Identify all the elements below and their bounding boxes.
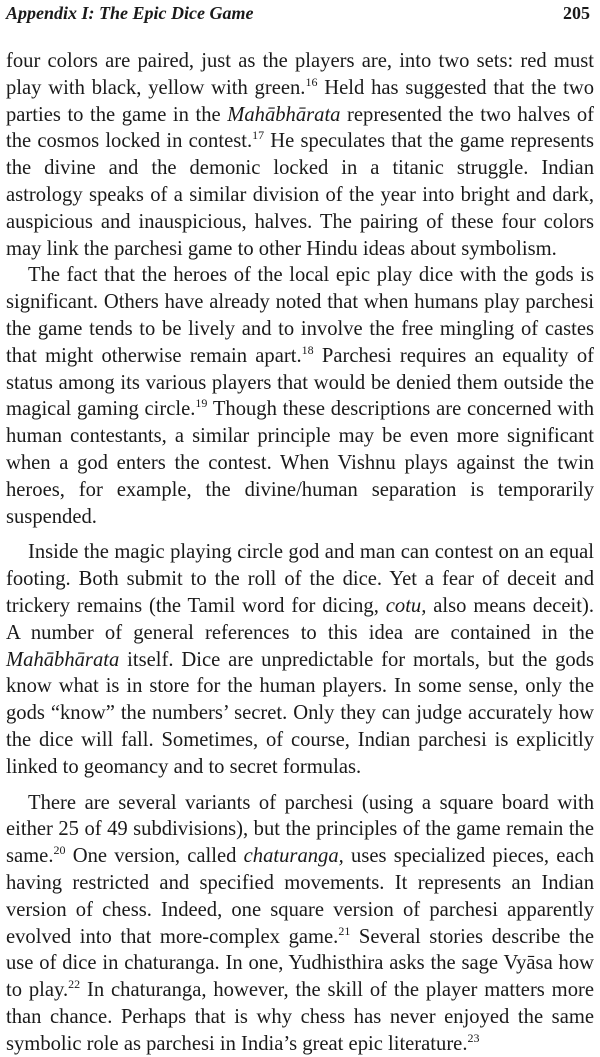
italic-term: cotu, xyxy=(385,594,427,617)
footnote-ref-17: 17 xyxy=(252,128,265,143)
footnote-ref-18: 18 xyxy=(301,342,314,357)
paragraph-2 xyxy=(6,262,594,530)
running-head xyxy=(6,0,594,28)
text-run: Several stories describe the use of dice in chaturanga. In one, Yudhisthira asks the sage Vyāsa how to play. xyxy=(6,925,594,1002)
footnote-ref-22: 22 xyxy=(68,977,81,992)
text-run: He speculates that the game represents the divine and the demonic locked in a titanic struggle. Indian astrology speaks of a similar division of the year into bright and dark, auspicious and inauspicious, halves. The pairing of these four colors may link the parchesi game to other Hindu ideas about symbolism. xyxy=(6,130,594,260)
page-number: 205 xyxy=(563,3,590,23)
running-title: Appendix I: The Epic Dice Game xyxy=(6,3,254,23)
text-run: also means deceit). A number of general references to this idea are contained in the xyxy=(6,594,594,644)
paragraph-1 xyxy=(6,48,594,262)
text-run: Though these descriptions are concerned with human contestants, a similar principle may be even more significant when a god enters the contest. When Vishnu plays against the twin heroes, for example, the divine/human separation is temporarily suspended. xyxy=(6,398,595,528)
italic-term: Mahābhārata xyxy=(6,648,120,671)
text-run: In chaturanga, however, the skill of the player matters more than chance. Perhaps that is why chess has never enjoyed the same symbolic role as parchesi in India’s great epic literature. xyxy=(6,979,594,1055)
text-run: The fact that the heroes of the local epic play dice with the gods is significant. Others have already noted that when humans play parchesi the game tends to be lively and to involve the free mingling of castes that might otherwise remain apart. xyxy=(6,264,594,367)
text-run: Held has suggested that the two parties to the game in the xyxy=(6,76,594,126)
text-run: Parchesi requires an equality of status among its various players that would be denied them outside the magical gaming circle. xyxy=(6,344,594,421)
text-run: itself. Dice are unpredictable for mortals, but the gods know what is in store for the human players. In some sense, only the gods “know” the numbers’ secret. Only they can judge accurately how the dice will fall. Sometimes, of course, Indian parchesi is explicitly linked to geomancy and to secret formulas. xyxy=(6,648,594,778)
text-run: Inside the magic playing circle god and man can contest on an equal footing. Both submit to the roll of the dice. Yet a fear of deceit and trickery remains (the Tamil word for dicing, xyxy=(6,541,594,617)
italic-term: chaturanga, xyxy=(243,845,344,868)
text-run: uses specialized pieces, each having restricted and specified movements. It represents an Indian version of chess. Indeed, one square version of parchesi apparently evolved into that more-complex game. xyxy=(6,845,594,948)
paragraph-4 xyxy=(6,790,594,1057)
footnote-ref-21: 21 xyxy=(338,923,351,938)
footnote-ref-16: 16 xyxy=(305,74,318,89)
body-text xyxy=(6,48,594,1057)
text-run: There are several variants of parchesi (using a square board with either 25 of 49 subdivisions), but the principles of the game remain the same. xyxy=(6,791,594,868)
footnote-ref-23: 23 xyxy=(467,1030,480,1045)
paragraph-3 xyxy=(6,539,594,780)
italic-term: Mahābhārata xyxy=(227,103,341,126)
footnote-ref-20: 20 xyxy=(53,843,66,858)
footnote-ref-19: 19 xyxy=(195,396,208,411)
text-run: One version, called xyxy=(65,845,244,868)
text-run: represented the two halves of the cosmos locked in contest. xyxy=(6,103,594,153)
text-run: four colors are paired, just as the players are, into two sets: red must play with black, yellow with green. xyxy=(6,50,594,99)
